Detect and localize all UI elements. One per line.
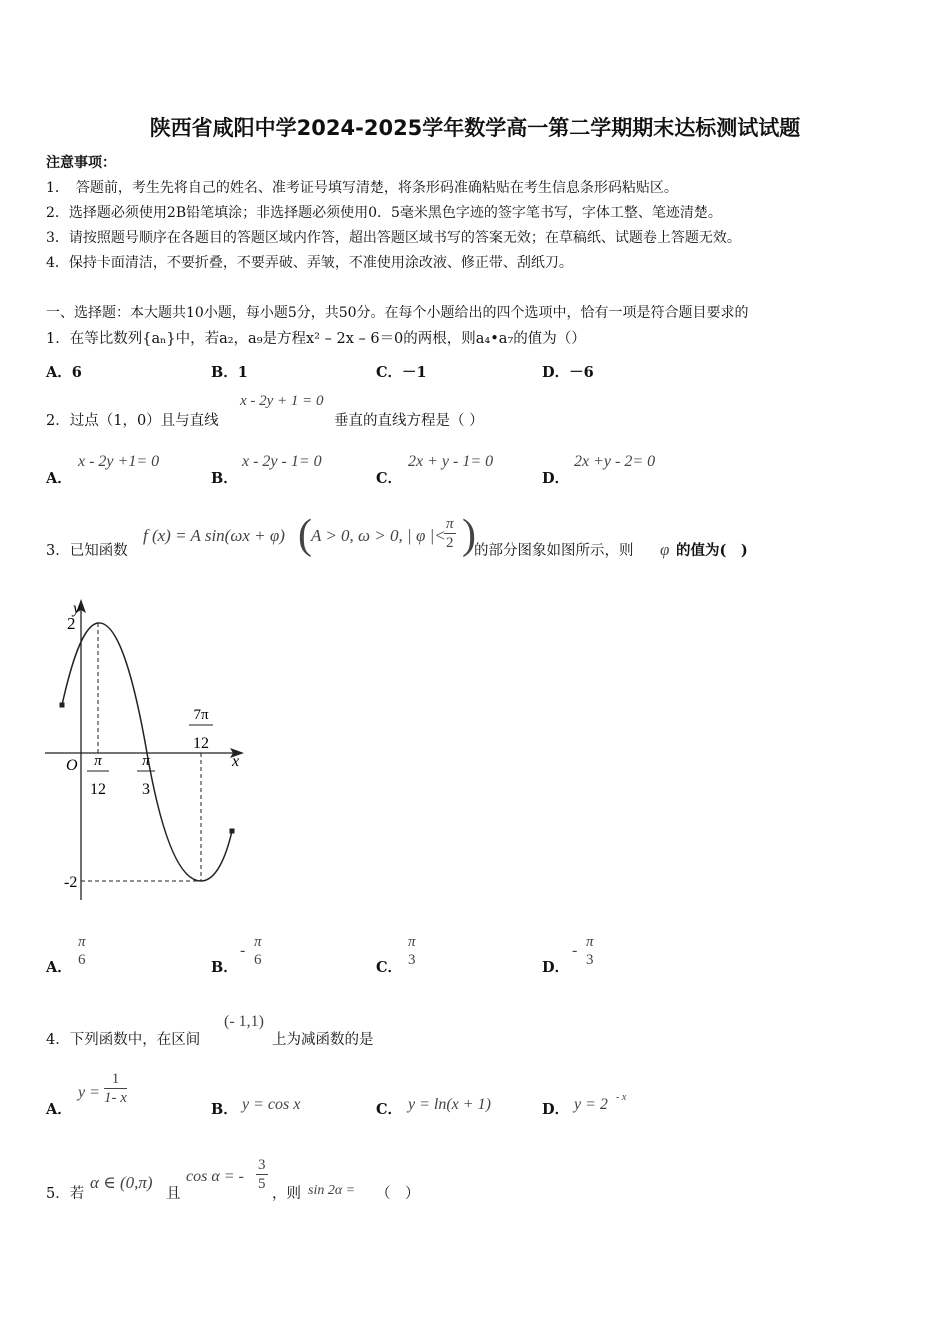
q3-option-d-value [584, 933, 596, 969]
note-item-3: 3．请按照题号顺序在各题目的答题区域内作答，超出答题区域书写的答案无效；在草稿纸、试题卷上答题无效。 [46, 230, 741, 246]
y-min-label: -2 [64, 874, 78, 891]
q3-a-num: π [78, 934, 86, 950]
question-1-text: 1．在等比数列{aₙ}中，若a₂，a₉是方程x² – 2x – 6＝0的两根，则a₄•a₇的值为（） [46, 331, 586, 347]
q2-option-a-expr: x - 2y +1= 0 [78, 453, 160, 470]
q2-option-d-expr: 2x +y - 2= 0 [574, 453, 656, 470]
tick-7pi-12-den: 12 [193, 735, 209, 752]
q3-pi-over-2 [444, 515, 456, 552]
q4-b-expr: y = cos x [242, 1096, 301, 1113]
curve-end-point [230, 829, 235, 834]
y-axis-label: y [73, 600, 81, 617]
q2-option-c-expr: 2x + y - 1= 0 [408, 453, 494, 470]
q2-option-b-expr: x - 2y - 1= 0 [242, 453, 322, 470]
q3-right-paren: ) [462, 512, 476, 558]
q4-option-b-letter: B． [211, 1101, 238, 1118]
question-4-number: 4．下列函数中，在区间 [46, 1032, 201, 1048]
q2-option-c-letter: C． [376, 470, 403, 487]
q3-option-c-value [406, 933, 418, 969]
q3-cond-denominator: 2 [446, 535, 454, 551]
q4-a-den: 1- x [104, 1090, 127, 1106]
q5-num: 3 [258, 1157, 266, 1173]
q4-option-a-fraction [104, 1070, 127, 1107]
q5-and: 且 [166, 1186, 181, 1202]
q5-alpha-range: α ∈ (0,π) [90, 1173, 153, 1192]
question-3-number: 3．已知函数 [46, 543, 128, 559]
q3-left-paren: ( [298, 512, 312, 558]
q4-interval: (- 1,1) [224, 1013, 264, 1030]
q3-option-d-letter: D． [542, 959, 570, 976]
tick-pi-12-num: π [94, 753, 102, 769]
q5-fraction [256, 1156, 268, 1193]
question-2-number: 2．过点（1，0）且与直线 [46, 413, 219, 429]
q3-d-num: π [586, 934, 594, 950]
q2-option-b-letter: B． [211, 470, 238, 487]
q1-option-a: A．6 [46, 364, 82, 381]
q3-c-den: 3 [408, 952, 416, 968]
q3-a-den: 6 [78, 952, 86, 968]
q3-b-sign: - [240, 942, 246, 959]
tick-7pi-12-num: 7π [193, 707, 209, 723]
q5-den: 5 [258, 1176, 266, 1192]
q3-option-c-letter: C． [376, 959, 403, 976]
y-max-label: 2 [67, 614, 76, 633]
q2-option-a-letter: A． [46, 470, 72, 487]
q4-option-d-letter: D． [542, 1101, 570, 1118]
q4-c-expr: y = ln(x + 1) [408, 1096, 491, 1113]
question-4-tail: 上为减函数的是 [272, 1032, 374, 1048]
note-item-1: 1． 答题前，考生先将自己的姓名、准考证号填写清楚，将条形码准确粘贴在考生信息条形码粘贴区。 [46, 180, 678, 196]
q3-condition: A > 0, ω > 0, | φ |< [311, 526, 446, 545]
note-item-2: 2．选择题必须使用2B铅笔填涂；非选择题必须使用0．5毫米黑色字迹的签字笔书写，字体工整、笔迹清楚。 [46, 205, 722, 221]
q2-option-d-letter: D． [542, 470, 570, 487]
q5-mid: ，则 [272, 1186, 301, 1202]
q4-d-expr: y = 2 [574, 1096, 608, 1113]
q4-a-num: 1 [104, 1070, 127, 1089]
q3-b-den: 6 [254, 952, 262, 968]
q3-phi: φ [660, 540, 670, 559]
x-axis-label: x [232, 753, 240, 770]
q5-cos: cos α = - [186, 1168, 244, 1185]
q4-d-exponent: - x [616, 1092, 627, 1103]
q3-sine-graph [40, 595, 260, 915]
q3-option-a-letter: A． [46, 959, 72, 976]
note-item-4: 4．保持卡面清洁，不要折叠，不要弄破、弄皱，不准使用涂改液、修正带、刮纸刀。 [46, 255, 573, 271]
q4-option-c-letter: C． [376, 1101, 403, 1118]
notes-heading: 注意事项： [46, 155, 116, 171]
q4-a-prefix: y = [78, 1084, 100, 1101]
curve-start-point [60, 703, 65, 708]
q1-option-d: D．－6 [542, 364, 594, 381]
q3-b-num: π [254, 934, 262, 950]
q3-option-a-value [76, 933, 88, 969]
tick-pi-3-den: 3 [142, 781, 150, 798]
q1-option-c: C．－1 [376, 364, 427, 381]
tick-pi-12-den: 12 [90, 781, 106, 798]
origin-label: O [66, 757, 78, 774]
question-2-tail: 垂直的直线方程是（ ） [334, 413, 484, 429]
q3-c-num: π [408, 934, 416, 950]
q4-option-a-letter: A． [46, 1101, 72, 1118]
page-title: 陕西省咸阳中学2024-2025学年数学高一第二学期期末达标测试试题 [149, 116, 801, 140]
q3-option-b-letter: B． [211, 959, 238, 976]
q5-sin: sin 2α = [308, 1183, 356, 1198]
q3-option-b-value [252, 933, 264, 969]
section-heading: 一、选择题：本大题共10小题，每小题5分，共50分。在每个小题给出的四个选项中，恰有一项是符合题目要求的 [46, 305, 749, 321]
question-5-number: 5．若 [46, 1186, 85, 1202]
q3-cond-numerator: π [446, 516, 454, 532]
q3-d-sign: - [572, 942, 578, 959]
q3-d-den: 3 [586, 952, 594, 968]
question-3-tail-2: 的值为( ) [676, 542, 748, 559]
question-3-tail-1: 的部分图象如图所示，则 [474, 543, 634, 559]
q1-option-b: B．1 [211, 364, 248, 381]
q5-tail: （ ） [376, 1186, 420, 1202]
tick-pi-3-num: π [142, 753, 150, 769]
q3-function: f (x) = A sin(ωx + φ) [143, 526, 285, 545]
q2-line-equation: x - 2y + 1 = 0 [240, 393, 324, 409]
